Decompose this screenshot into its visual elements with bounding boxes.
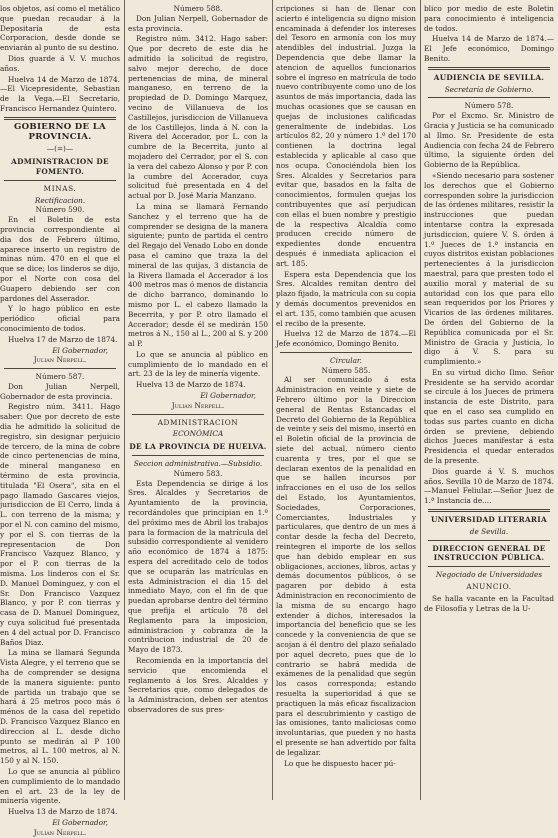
notice-number: Número 588. [173, 4, 223, 13]
divider [132, 414, 264, 415]
paragraph: Esta Dependencia se dirige á los Sres. Alcaldes y Secretarios de Ayuntamiento de la provincia, recordándoles que principian en 1.º del próximo mes de Abril los trabajos para la formacion de la matrícula del subsidio correspondiente al venidero año económico de 1874 á 1875: espera del acreditado celo de todos que se ocuparán las matrículas en esta Administracion el dia 15 del inmediato Mayo, con el fin de que puedan aprobarse dentro del término que prefija el artículo 78 del Reglamento para la imposicion, administracion y cobranza de la contribucion industrial de 20 de Mayo de 1873. [128, 478, 268, 655]
paragraph: Registro núm. 3412. Hago saber: Que por decreto de este dia he admitido la solicitud de registro, salvo mejor derecho, de doce pertenencias de mina, de mineral manganeso, en terreno de la propiedad de D. Domingo Marquez, vecino de Villanueva de los Castillejos, jurisdiccion de Villanueva de los Castillejos, linda á N. con la Rivera del Accerador, por L. con la cumbre de la Becerrita, junto al mojadero del Cerrador, por el S. con la vera del cabezo Alonso y por P. con la cumbre del Accerador, cuya solicitud fué presentada en 4 del actual por D. José María Manzano. [128, 34, 268, 201]
column-rule [124, 0, 125, 800]
column-4 [424, 4, 554, 800]
signature-name: Julian Nerpell. [33, 355, 87, 365]
subheading-anuncio: ANUNCIO. [466, 582, 512, 592]
column-2 [128, 4, 268, 800]
paragraph: La mina se llamará Fernando Sanchez y el terreno que ha de comprender se designa de la manera siguiente; punto de partida el centro del Regajo del Venado Lobo en donde pasa el camino que traza la del mineral de las quijas, 3 distancia de la Rivera llamada el Accerador á los 400 metros mas ó menos de distancia de dicho barranco, dominando lo mismo por L. el cabezo llamado la Becerrita, y por P. otro llamado el Accerador; desde él se medirán 150 metros á N., 150 al L., 200 al S. y 200 al P. [128, 201, 268, 349]
section-title-provincia: DE LA PROVINCIA DE HUELVA. [129, 442, 267, 452]
notice-number: Número 590. [35, 205, 85, 215]
divider [428, 540, 550, 541]
divider [428, 566, 550, 567]
notice-number: Número 587. [35, 372, 85, 382]
subheading-seccion: Seccion administrativa.—Subsidio. [133, 459, 263, 469]
paragraph: Por el Excmo. Sr. Ministro de Gracia y Justicia se ha comunicado al Ilmo. Sr. Presidente de esta Audiencia con fecha 24 de Febrero último, la siguiente órden del Gobierno de la República. [424, 111, 554, 170]
paragraph: Y lo hago público en este periódico oficial para conocimiento de todos. [0, 304, 120, 333]
section-title-fomento: ADMINISTRACION DE FOMENTO. [11, 157, 109, 176]
divider [428, 67, 550, 70]
notice-number: Número 583. [173, 468, 223, 478]
paragraph: Lo que se anuncia al público en cumplimiento de lo mandado en el art. 23 de la ley de minería vigente. [128, 349, 268, 379]
section-title-administracion: ADMINISTRACION [157, 417, 239, 427]
paragraph: Al ser comunicado á esta Administracion en veinte y siete de Febrero último por la Direccion general de Rentas Estancadas el Decreto del Gobierno de la República de veinte y seis del mismo, insertó en el Boletin oficial de la provincia de siete del actual, número ciento cuarenta y tres, por el que se declaran exentos de la penalidad en que se hallen incursos por infracciones en el uso de los sellos del Estado, los Ayuntamientos, Sociedades, Corporaciones, Comerciantes, Industriales y particulares, que dentro de un mes á contar desde la fecha del Decreto, reintegren el importe de los sellos que han debido emplear en sus obligaciones, acciones, libros, actas y demás documentos públicos, ó se pagaren por debido á esta Administracion en reconocimiento de la misma de su encargo hago extender á dichos, interesados la importancia del beneficio que se les concede y la conveniencia de que se acojan á él dentro del plazo señalado por aquel decreto, pues que de lo contrario se habrá medida de exámenes de la penalidad que según los casos corresponda; estando resuelta la superioridad á que se practiquen la más eficaz fiscalizacion para el descubrimiento y castigo de las omisiones, tanto maliciosas como involuntarias, que pueden y no hasta el presente se han advertido por falta de legalizar. [276, 375, 416, 757]
divider [4, 368, 116, 369]
signature-title: El Gobernador, [52, 817, 108, 827]
date-line: Huelva 17 de Marzo de 1874. [8, 334, 118, 344]
section-title-universidad: UNIVERSIDAD LITERARIA [431, 515, 547, 525]
notice-number: Número 578. [464, 101, 514, 111]
signature-name: Julian Nerpell. [33, 827, 87, 837]
divider [280, 352, 412, 353]
date-line: Huelva 13 de Marzo de 1874. [8, 807, 118, 817]
section-subtitle: de Sevilla. [469, 526, 509, 536]
paragraph: Dios guarde á V. S. muchos años. Sevilla 10 de Marzo de 1874.—Manuel Feliular.—Señor Juez de 1.ª Instancia de.... [424, 466, 554, 506]
divider [4, 180, 116, 181]
subheading-rectificacion: Rectificacion. [34, 195, 86, 205]
paragraph: Registro núm. 3411. Hago saber: Que por decreto de este dia he admitido la solicitud de registro, sin designar perjuicio de tercero, de la mina de cobre de cinco pertenencias de mina, de mineral manganeso en término de esta provincia, titulada "El Osera", sita en el pago llamado Gascares viejos, jurisdiccion de El Cerro, linda á L. con terreno de la misma; y por el N. con camino del mismo, y por el S. con tierras de la representacion de Don Francisco Vazquez Blanco, y por el P. con tierras de la misma. Los linderos con el Sr. D. Manuel Dominguez, y con el Sr. Don Francisco Vazquez Blanco, y por P. con tierras y casa de D. Manuel Dominguez, y cuya solicitud fué presentada en 4 del actual por D. Francisco Baños Diaz. [0, 402, 120, 647]
paragraph: Don Julian Nerpell, Gobernador de esta provincia. [128, 13, 268, 33]
section-separator: —(=)— [46, 144, 74, 154]
column-rule [420, 0, 421, 800]
paragraph: Se halla vacante en la Facultad de Filosofía y Letras de la U- [424, 593, 554, 613]
paragraph: los objetos, así como el metálico que puedan recaudar á la Depositaría de esta Corporacion, desde donde se enviarán al punto de su destino. [0, 4, 120, 53]
paragraph: La mina se llamará Segunda Vista Alegre, y el terreno que se ha de comprender se designa de la manera siguiente: punto de partida un trabajo que se hará á 25 metros poco más ó ménos de la casa del repetido D. Francisco Vazquez Blanco en direccion al L. desde dicho punto se medirán al P 100 metros, al L. 100 metros, al N. 150 y al N. 150. [0, 648, 120, 766]
paragraph: Lo que se anuncia al público en cumplimiento de lo mandado en el art. 23 de la ley de minería vigente. [0, 766, 120, 806]
section-title-direccion: DIRECCION GENERAL DE INSTRUCCION PÚBLICA. [432, 543, 546, 563]
paragraph: Dios guarde á V. V. muchos años. [0, 53, 120, 73]
paragraph: «Siendo necesario para sostener los derechos que el Gobierno corresponden sobre la jurisdiccion de las órdenes militares, resistir la instrucciones que puedan intentarse contra la expresada jurisdiccion, quiere V. S. órden á 1.º Jueces de 1.ª instancia en cuyos distritos existan poblaciones pertenecientes á la jurisdiccion maestral, para que presten todo el auxilio moral y material de su autoridad con los que para ello sean requeridos por los Priores y Vicarios de las órdenes militares. De órden del Gobierno de la República comunicada por el Sr. Ministro de Gracia y Justicia, lo digo á V. S. para su cumplimiento.» [424, 170, 554, 367]
date-line: Huelva 14 de Marzo de 1874.—El Jefe económico, Domingo Benito. [424, 34, 554, 63]
subsection-minas: MINAS. [43, 183, 77, 193]
signature-title: El Gobernador, [52, 345, 108, 355]
divider [4, 117, 116, 120]
signature-name: Julian Nerpell. [171, 400, 225, 410]
paragraph: Espera esta Dependencia que los Sres. Alcaldes remitan dentro del plazo fijado, la matrícula con su copia y demás documentos prevenidos en el art. 135, como también que acusen el recibo de la presente. [276, 269, 417, 328]
notice-number: Número 585. [321, 365, 371, 375]
paragraph: Recomienda en la importancia del servicio que encomienda el reglamento á los Sres. Alcaldes y Secretarios que, como delegados de la Administracion, deben ser atentos observadores de sus pres- [128, 656, 268, 714]
column-3 [276, 4, 416, 800]
date-line: Huelva 12 de Marzo de 1874.—El Jefe económico, Domingo Benito. [276, 329, 416, 349]
subheading-negociado: Negociado de Universidades [435, 570, 543, 580]
paragraph: blico por medio de este Boletin para conocimiento é inteligencia de todos. [424, 4, 554, 33]
paragraph: Huelva 14 de Marzo de 1874.—El Vicepresidente, Sebastian de la Vega.—El Secretario, Francisco Hernandez Quintero. [0, 74, 120, 113]
column-1 [0, 4, 122, 837]
section-subtitle: ECONÓMICA [172, 429, 224, 439]
paragraph: cripciones si han de llenar con acierto é inteligencia su digno mision encaminada á defender los intereses del Tesoro en armonía con los muy atendibles del industrial. Juzga la Dependencia que debe llamar la atencion de aquellos funcionarios sobre el ingreso en matrícula de todo nuevo contribuyente como uno de los asuntos de más importancia, dada las muchas ocasiones que se causan en quejas de inclusiones calificadas generalmente de indebidas. Los artículos 82, 20 y número 1.º del 170 contienen la doctrina legal establecida y aplicable al caso que nos ocupa. Conociéndola bien los Sres. Alcaldes y Secretarios para evitar que, basados en la falta de conocimientos, formulen quejas los contribuyentes que así perjudican con ellas el buen nombre y prestigio de la respectiva Alcaldía como producen crecido número de expedientes donde encuentra después é inmediata aplicacion el art. 185. [276, 4, 416, 268]
signature-title: El Gobernador, [200, 391, 256, 401]
section-title-gobierno: GOBIERNO DE LA PROVINCIA. [13, 121, 107, 142]
section-title-audiencia: AUDIENCIA DE SEVILLA. [433, 72, 545, 82]
subheading-secretaria: Secretaría de Gobierno. [444, 84, 534, 94]
paragraph: Don Julian Nerpell, Gobernador de esta provincia. [0, 381, 120, 401]
divider [428, 509, 550, 512]
subheading-circular: Circular. [330, 355, 362, 365]
date-line: Huelva 13 de Marzo de 1874. [136, 380, 246, 390]
paragraph: En el Boletin de esta provincia correspondiente al dia dos de Febrero último, aparece inserto un registro de minas núm. 470 en el que el que se dice; los linderos se dijo, por el Norte con cosa del Guapero debiendo ser con pardones del Asserador. [0, 215, 120, 303]
divider [428, 97, 550, 98]
paragraph: Lo que he dispuesto hacer pú- [284, 758, 396, 768]
paragraph: En su virtud dicho Ilmo. Señor Presidente se ha servido acordar se circule á los Jueces de primera instancia de este Distrito, para que en el caso sea cumplido en todas sus partes cuanto en dicha órden se previene, debiendo dichos Jueces manifestar á esta Presidencia el quedar enterados de la presente. [424, 367, 554, 466]
column-rule [272, 0, 273, 800]
divider [132, 455, 264, 456]
